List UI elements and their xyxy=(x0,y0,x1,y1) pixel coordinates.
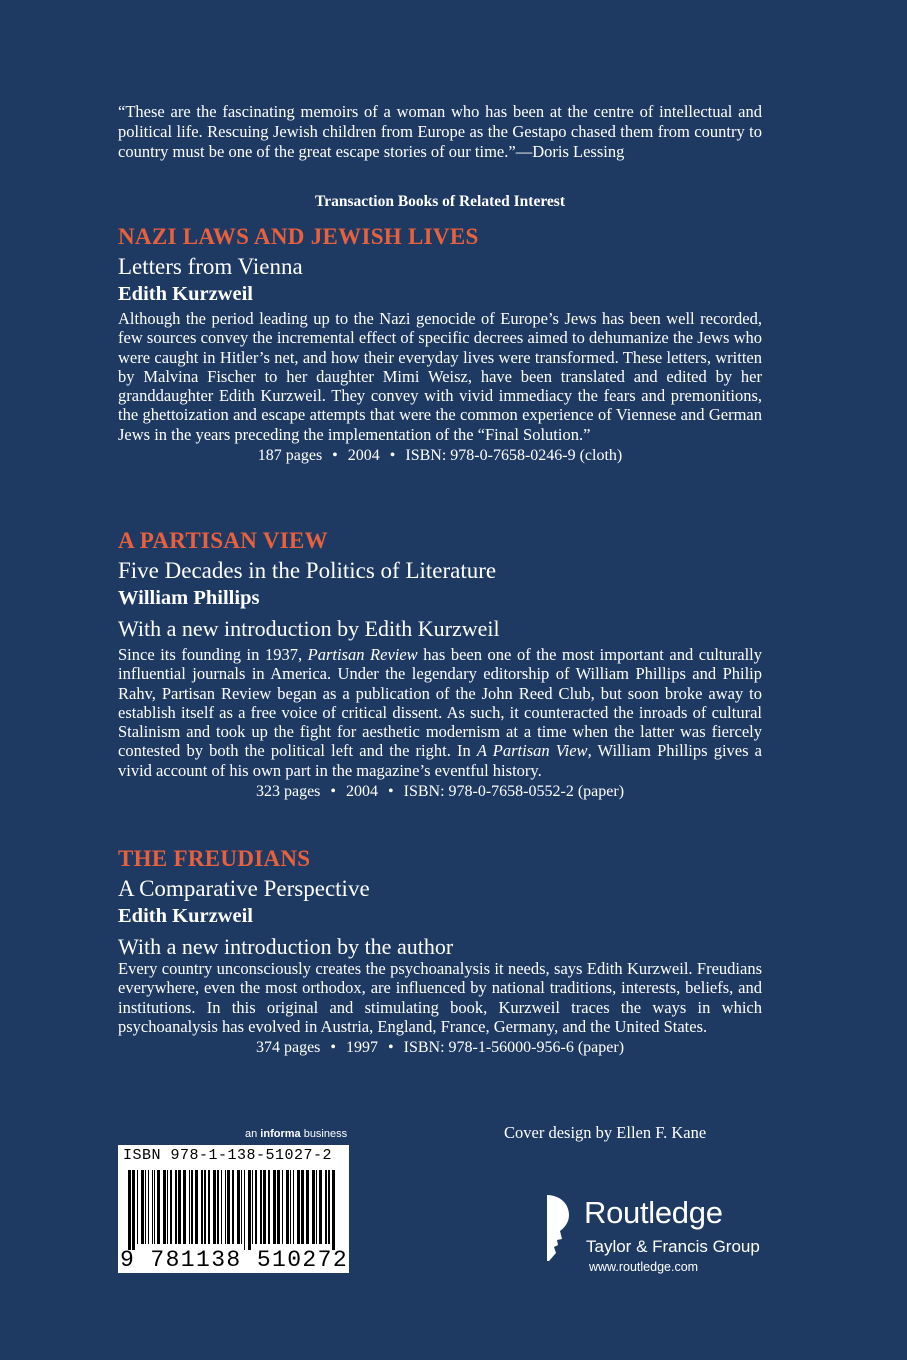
barcode-bar xyxy=(297,1170,300,1244)
book-description: Although the period leading up to the Nazi genocide of Europe’s Jews has been well recorded, few sources convey the incremental effect of specific decrees aimed to dehumanize the Jews who were caught in Hitler’s net, and how their everyday lives were transformed. These letters, written by Malvina Fischer to her daughter Mimi Weisz, have been translated and edited by her granddaughter Edith Kurzweil. They convey with vivid immediacy the fears and premonitions, the ghettoization and escape attempts that were the common experience of Viennese and German Jews in the years preceding the implementation of the “Final Solution.” xyxy=(118,309,762,444)
book-year: 2004 xyxy=(347,447,380,465)
endorsement-quote: “These are the fascinating memoirs of a woman who has been at the centre of intellectual and political life. Rescuing Jewish children from Europe as the Gestapo chased them from country to country must be one of the great escape stories of our time.”—Doris Lessing xyxy=(118,102,762,161)
barcode-bar xyxy=(154,1170,155,1244)
barcode-bar xyxy=(277,1170,280,1244)
meta-separator: • xyxy=(389,447,396,465)
journal-title: Partisan Review xyxy=(307,645,418,664)
barcode-bar xyxy=(312,1170,315,1244)
barcode-bar xyxy=(163,1170,166,1244)
barcode-bar xyxy=(175,1170,177,1244)
barcode-bar xyxy=(189,1170,190,1244)
barcode-bar xyxy=(263,1170,266,1244)
meta-separator: • xyxy=(332,447,338,465)
barcode-bar xyxy=(195,1170,198,1244)
barcode-bar xyxy=(319,1170,322,1244)
barcode-bar xyxy=(252,1170,253,1244)
barcode-bar xyxy=(232,1170,234,1244)
book-intro-note: With a new introduction by Edith Kurzweil xyxy=(118,616,500,641)
book-author: Edith Kurzweil xyxy=(118,905,253,927)
publisher-url[interactable]: www.routledge.com xyxy=(589,1260,699,1274)
logo-wordmark: ROUTLEDGE xyxy=(538,1202,548,1256)
barcode-bar xyxy=(225,1170,226,1244)
barcode-bar xyxy=(306,1170,309,1244)
book-meta xyxy=(118,446,762,466)
barcode-bar xyxy=(255,1170,257,1244)
informa-prefix: an xyxy=(245,1128,261,1140)
barcode-bars xyxy=(128,1170,340,1250)
barcode-bar xyxy=(241,1170,242,1244)
book-pages: 187 pages xyxy=(257,447,323,465)
barcode-bar xyxy=(137,1170,138,1244)
book-pages: 374 pages xyxy=(255,1039,321,1057)
barcode-bar xyxy=(286,1170,289,1244)
book-pages: 323 pages xyxy=(255,783,321,801)
book-meta xyxy=(118,1038,762,1058)
meta-separator: • xyxy=(388,783,394,801)
barcode-bar xyxy=(237,1170,240,1244)
book-entry-freudians xyxy=(118,845,762,1058)
informa-business-label xyxy=(245,1128,347,1140)
publisher-group: Taylor & Francis Group xyxy=(586,1237,760,1256)
barcode-bar xyxy=(167,1170,168,1244)
meta-separator: • xyxy=(388,1039,394,1057)
book-entry-nazi-laws xyxy=(118,223,762,466)
book-year: 1997 xyxy=(346,1039,379,1057)
book-description: Every country unconsciously creates the psychoanalysis it needs, says Edith Kurzweil. Freudians everywhere, even the most orthodox, are influenced by national traditions, interests, beliefs, and institutions. In this original and stimulating book, Kurzweil traces the ways in which psychoanalysis has evolved in Austria, England, France, Germany, and the United States. xyxy=(118,959,762,1036)
book-intro-note: With a new introduction by the author xyxy=(118,934,454,959)
barcode-bar xyxy=(244,1170,245,1250)
barcode-bar xyxy=(273,1170,276,1244)
book-title: NAZI LAWS AND JEWISH LIVES xyxy=(118,224,479,249)
book-subtitle: Letters from Vienna xyxy=(118,254,303,279)
book-description xyxy=(118,645,762,780)
barcode-digits: 9 781138 510272 xyxy=(120,1247,349,1273)
book-author: Edith Kurzweil xyxy=(118,283,253,305)
barcode-bar xyxy=(132,1170,135,1250)
meta-separator: • xyxy=(330,783,337,801)
barcode-bar xyxy=(332,1170,335,1250)
desc-part: Since its founding in 1937, xyxy=(118,645,308,664)
book-isbn: ISBN: 978-0-7658-0246-9 (cloth) xyxy=(405,447,623,465)
barcode-bar xyxy=(227,1170,230,1244)
barcode-bar xyxy=(268,1170,270,1244)
barcode-bar xyxy=(191,1170,193,1244)
barcode-bar xyxy=(290,1170,291,1244)
book-year: 2004 xyxy=(346,783,379,801)
book-isbn: ISBN: 978-0-7658-0552-2 (paper) xyxy=(403,783,625,801)
barcode-bar xyxy=(217,1170,219,1244)
book-title: THE FREUDIANS xyxy=(118,846,311,871)
related-interest-heading: Transaction Books of Related Interest xyxy=(315,193,565,210)
informa-brand: informa xyxy=(260,1128,301,1140)
informa-suffix: business xyxy=(300,1128,348,1140)
barcode-bar xyxy=(178,1170,181,1244)
barcode-bar xyxy=(141,1170,144,1244)
barcode-bar xyxy=(145,1170,146,1244)
barcode-bar xyxy=(328,1170,330,1244)
book-entry-partisan-view xyxy=(118,527,762,802)
barcode-bar xyxy=(301,1170,304,1244)
barcode-bar xyxy=(208,1170,210,1244)
publisher-name: Routledge xyxy=(584,1195,723,1230)
book-subtitle: A Comparative Perspective xyxy=(118,876,370,901)
book-title: A PARTISAN VIEW xyxy=(118,528,328,553)
routledge-logo-icon xyxy=(527,1193,577,1263)
barcode-bar xyxy=(213,1170,216,1244)
barcode-bar xyxy=(248,1170,251,1250)
barcode-bar xyxy=(128,1170,131,1250)
barcode-bar xyxy=(204,1170,206,1244)
barcode-bar xyxy=(293,1170,294,1244)
barcode-bar xyxy=(170,1170,172,1244)
desc-part: , William Phillips gives a vivid account of his own part in the magazine’s eventful history. xyxy=(118,741,763,780)
barcode-bar xyxy=(316,1170,317,1244)
barcode-bar xyxy=(152,1170,153,1244)
barcode-isbn-text: ISBN 978-1-138-51027-2 xyxy=(123,1147,333,1164)
barcode-bar xyxy=(201,1170,203,1244)
book-meta xyxy=(118,782,762,802)
meta-separator: • xyxy=(330,1039,337,1057)
book-subtitle: Five Decades in the Politics of Literature xyxy=(118,558,497,583)
barcode-bar xyxy=(221,1170,222,1244)
book-author: William Phillips xyxy=(118,587,260,609)
book-isbn: ISBN: 978-1-56000-956-6 (paper) xyxy=(403,1039,625,1057)
barcode-bar xyxy=(260,1170,262,1244)
barcode-bar xyxy=(325,1170,327,1244)
book-title-italic: A Partisan View xyxy=(476,741,588,761)
barcode-bar xyxy=(157,1170,160,1244)
barcode-bar xyxy=(148,1170,149,1244)
barcode-bar xyxy=(282,1170,283,1244)
cover-design-credit: Cover design by Ellen F. Kane xyxy=(504,1123,707,1142)
barcode-bar xyxy=(183,1170,186,1244)
desc-part: has been one of the most important and culturally influential journals in America. Under the legendary editorship of William Phillips and Philip Rahv, Partisan Review began as a publication of the John Reed Club, but soon broke away to establish itself as a free voice of critical dissent. As such, it counteracted the inroads of cultural Stalinism and took up the fight for aesthetic modernism at a time when the latter was fiercely contested by both the political left and the right. In xyxy=(118,645,762,761)
